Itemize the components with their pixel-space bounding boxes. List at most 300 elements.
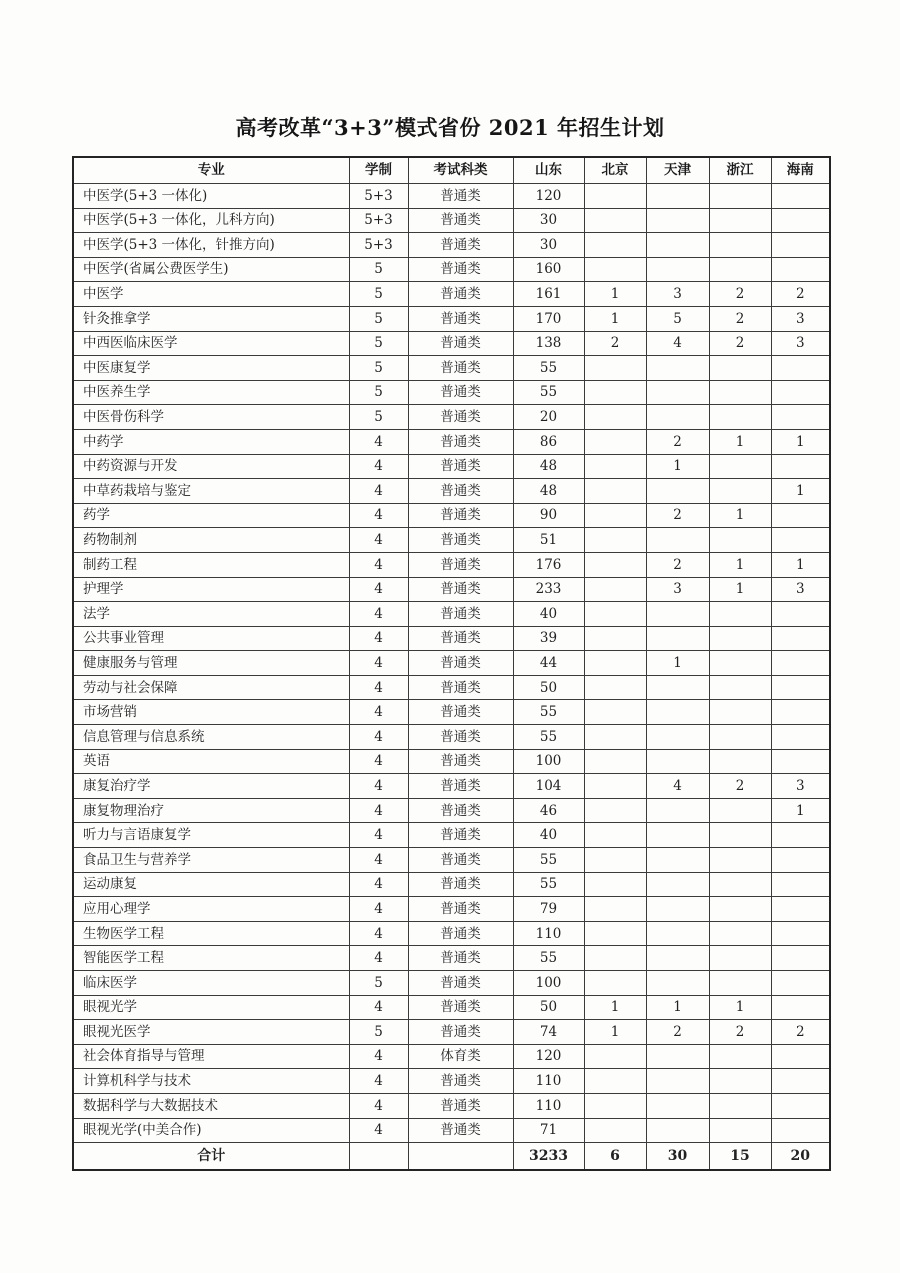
- shandong-quota-cell: 90: [513, 503, 584, 528]
- column-header-zhejiang: 浙江: [709, 157, 771, 184]
- table-row: [73, 257, 830, 282]
- duration-cell: 5: [349, 356, 408, 381]
- hainan-quota-cell: [771, 725, 830, 750]
- duration-cell: 4: [349, 700, 408, 725]
- exam-category-cell: 普通类: [408, 429, 513, 454]
- total-zhejiang: 15: [709, 1143, 771, 1171]
- total-row: [73, 1143, 830, 1171]
- tianjin-quota-cell: [646, 921, 709, 946]
- beijing-quota-cell: [584, 774, 646, 799]
- exam-category-cell: 普通类: [408, 626, 513, 651]
- exam-category-cell: 普通类: [408, 503, 513, 528]
- zhejiang-quota-cell: 1: [709, 995, 771, 1020]
- duration-cell: 4: [349, 872, 408, 897]
- hainan-quota-cell: [771, 651, 830, 676]
- major-cell: 听力与言语康复学: [73, 823, 349, 848]
- exam-category-cell: 普通类: [408, 257, 513, 282]
- major-cell: 智能医学工程: [73, 946, 349, 971]
- major-cell: 眼视光学(中美合作): [73, 1118, 349, 1143]
- table-row: [73, 331, 830, 356]
- hainan-quota-cell: [771, 971, 830, 996]
- duration-cell: 4: [349, 602, 408, 627]
- shandong-quota-cell: 100: [513, 971, 584, 996]
- table-row: [73, 1118, 830, 1143]
- table-row: [73, 1044, 830, 1069]
- shandong-quota-cell: 48: [513, 454, 584, 479]
- shandong-quota-cell: 55: [513, 380, 584, 405]
- major-cell: 中草药栽培与鉴定: [73, 479, 349, 504]
- zhejiang-quota-cell: [709, 454, 771, 479]
- beijing-quota-cell: [584, 700, 646, 725]
- duration-cell: 5: [349, 971, 408, 996]
- hainan-quota-cell: 3: [771, 774, 830, 799]
- tianjin-quota-cell: 2: [646, 552, 709, 577]
- duration-cell: 4: [349, 995, 408, 1020]
- major-cell: 运动康复: [73, 872, 349, 897]
- duration-cell: 4: [349, 725, 408, 750]
- shandong-quota-cell: 51: [513, 528, 584, 553]
- total-label: 合计: [73, 1143, 349, 1171]
- shandong-quota-cell: 86: [513, 429, 584, 454]
- shandong-quota-cell: 100: [513, 749, 584, 774]
- shandong-quota-cell: 40: [513, 823, 584, 848]
- table-row: [73, 479, 830, 504]
- tianjin-quota-cell: [646, 626, 709, 651]
- tianjin-quota-cell: [646, 380, 709, 405]
- tianjin-quota-cell: 4: [646, 331, 709, 356]
- beijing-quota-cell: [584, 798, 646, 823]
- major-cell: 眼视光学: [73, 995, 349, 1020]
- tianjin-quota-cell: [646, 749, 709, 774]
- table-row: [73, 602, 830, 627]
- shandong-quota-cell: 55: [513, 356, 584, 381]
- duration-cell: 4: [349, 798, 408, 823]
- shandong-quota-cell: 110: [513, 1093, 584, 1118]
- exam-category-cell: 普通类: [408, 380, 513, 405]
- table-row: [73, 798, 830, 823]
- exam-category-cell: 普通类: [408, 798, 513, 823]
- hainan-quota-cell: [771, 380, 830, 405]
- beijing-quota-cell: [584, 454, 646, 479]
- total-duration-empty: [349, 1143, 408, 1171]
- table-row: [73, 405, 830, 430]
- table-row: [73, 675, 830, 700]
- beijing-quota-cell: [584, 577, 646, 602]
- major-cell: 针灸推拿学: [73, 306, 349, 331]
- hainan-quota-cell: [771, 503, 830, 528]
- duration-cell: 4: [349, 1044, 408, 1069]
- hainan-quota-cell: [771, 675, 830, 700]
- exam-category-cell: 普通类: [408, 1069, 513, 1094]
- shandong-quota-cell: 160: [513, 257, 584, 282]
- table-row: [73, 306, 830, 331]
- beijing-quota-cell: [584, 749, 646, 774]
- hainan-quota-cell: [771, 356, 830, 381]
- hainan-quota-cell: 2: [771, 1020, 830, 1045]
- column-header-beijing: 北京: [584, 157, 646, 184]
- duration-cell: 4: [349, 454, 408, 479]
- column-header-shandong: 山东: [513, 157, 584, 184]
- tianjin-quota-cell: 5: [646, 306, 709, 331]
- tianjin-quota-cell: [646, 848, 709, 873]
- beijing-quota-cell: [584, 971, 646, 996]
- zhejiang-quota-cell: 1: [709, 429, 771, 454]
- exam-category-cell: 普通类: [408, 897, 513, 922]
- table-row: [73, 749, 830, 774]
- shandong-quota-cell: 20: [513, 405, 584, 430]
- hainan-quota-cell: [771, 528, 830, 553]
- enrollment-plan-table: [72, 156, 831, 1171]
- major-cell: 中药学: [73, 429, 349, 454]
- major-cell: 中医养生学: [73, 380, 349, 405]
- zhejiang-quota-cell: 2: [709, 331, 771, 356]
- duration-cell: 5: [349, 405, 408, 430]
- major-cell: 中医学(5+3 一体化，儿科方向): [73, 208, 349, 233]
- duration-cell: 5: [349, 282, 408, 307]
- zhejiang-quota-cell: 2: [709, 282, 771, 307]
- exam-category-cell: 普通类: [408, 749, 513, 774]
- zhejiang-quota-cell: [709, 479, 771, 504]
- beijing-quota-cell: 1: [584, 1020, 646, 1045]
- table-row: [73, 528, 830, 553]
- beijing-quota-cell: [584, 552, 646, 577]
- beijing-quota-cell: [584, 921, 646, 946]
- zhejiang-quota-cell: [709, 798, 771, 823]
- tianjin-quota-cell: [646, 725, 709, 750]
- hainan-quota-cell: [771, 946, 830, 971]
- hainan-quota-cell: [771, 823, 830, 848]
- zhejiang-quota-cell: [709, 946, 771, 971]
- zhejiang-quota-cell: 2: [709, 1020, 771, 1045]
- tianjin-quota-cell: 3: [646, 282, 709, 307]
- hainan-quota-cell: [771, 1118, 830, 1143]
- exam-category-cell: 普通类: [408, 552, 513, 577]
- major-cell: 生物医学工程: [73, 921, 349, 946]
- zhejiang-quota-cell: [709, 626, 771, 651]
- hainan-quota-cell: [771, 602, 830, 627]
- exam-category-cell: 普通类: [408, 921, 513, 946]
- table-row: [73, 1069, 830, 1094]
- tianjin-quota-cell: 1: [646, 454, 709, 479]
- major-cell: 英语: [73, 749, 349, 774]
- shandong-quota-cell: 55: [513, 848, 584, 873]
- major-cell: 中药资源与开发: [73, 454, 349, 479]
- duration-cell: 4: [349, 897, 408, 922]
- hainan-quota-cell: 1: [771, 429, 830, 454]
- zhejiang-quota-cell: [709, 749, 771, 774]
- exam-category-cell: 普通类: [408, 823, 513, 848]
- tianjin-quota-cell: [646, 257, 709, 282]
- tianjin-quota-cell: [646, 971, 709, 996]
- zhejiang-quota-cell: [709, 405, 771, 430]
- beijing-quota-cell: [584, 184, 646, 209]
- hainan-quota-cell: [771, 700, 830, 725]
- hainan-quota-cell: [771, 405, 830, 430]
- duration-cell: 4: [349, 626, 408, 651]
- tianjin-quota-cell: [646, 872, 709, 897]
- beijing-quota-cell: [584, 503, 646, 528]
- duration-cell: 4: [349, 774, 408, 799]
- zhejiang-quota-cell: [709, 921, 771, 946]
- zhejiang-quota-cell: [709, 872, 771, 897]
- tianjin-quota-cell: [646, 700, 709, 725]
- duration-cell: 4: [349, 503, 408, 528]
- table-row: [73, 872, 830, 897]
- hainan-quota-cell: 1: [771, 552, 830, 577]
- beijing-quota-cell: [584, 872, 646, 897]
- tianjin-quota-cell: [646, 897, 709, 922]
- tianjin-quota-cell: [646, 1044, 709, 1069]
- table-row: [73, 921, 830, 946]
- tianjin-quota-cell: [646, 405, 709, 430]
- tianjin-quota-cell: [646, 1118, 709, 1143]
- table-row: [73, 700, 830, 725]
- hainan-quota-cell: [771, 1044, 830, 1069]
- duration-cell: 5: [349, 331, 408, 356]
- shandong-quota-cell: 46: [513, 798, 584, 823]
- table-row: [73, 1020, 830, 1045]
- table-row: [73, 971, 830, 996]
- tianjin-quota-cell: [646, 1069, 709, 1094]
- table-row: [73, 577, 830, 602]
- zhejiang-quota-cell: [709, 1044, 771, 1069]
- zhejiang-quota-cell: [709, 725, 771, 750]
- header-row: [73, 157, 830, 184]
- page-title: 高考改革“3+3”模式省份 2021 年招生计划: [235, 115, 665, 140]
- major-cell: 中医学(5+3 一体化): [73, 184, 349, 209]
- hainan-quota-cell: [771, 1093, 830, 1118]
- shandong-quota-cell: 161: [513, 282, 584, 307]
- duration-cell: 5+3: [349, 208, 408, 233]
- table-row: [73, 184, 830, 209]
- beijing-quota-cell: [584, 675, 646, 700]
- shandong-quota-cell: 74: [513, 1020, 584, 1045]
- beijing-quota-cell: [584, 651, 646, 676]
- shandong-quota-cell: 55: [513, 872, 584, 897]
- table-row: [73, 356, 830, 381]
- major-cell: 中医学: [73, 282, 349, 307]
- beijing-quota-cell: [584, 725, 646, 750]
- exam-category-cell: 普通类: [408, 1118, 513, 1143]
- table-row: [73, 946, 830, 971]
- major-cell: 制药工程: [73, 552, 349, 577]
- exam-category-cell: 普通类: [408, 405, 513, 430]
- tianjin-quota-cell: [646, 184, 709, 209]
- exam-category-cell: 普通类: [408, 1020, 513, 1045]
- hainan-quota-cell: [771, 749, 830, 774]
- beijing-quota-cell: [584, 257, 646, 282]
- major-cell: 中医学(5+3 一体化，针推方向): [73, 233, 349, 258]
- exam-category-cell: 普通类: [408, 208, 513, 233]
- hainan-quota-cell: 1: [771, 479, 830, 504]
- shandong-quota-cell: 48: [513, 479, 584, 504]
- duration-cell: 5: [349, 1020, 408, 1045]
- hainan-quota-cell: 2: [771, 282, 830, 307]
- zhejiang-quota-cell: [709, 356, 771, 381]
- shandong-quota-cell: 55: [513, 700, 584, 725]
- beijing-quota-cell: [584, 208, 646, 233]
- duration-cell: 4: [349, 429, 408, 454]
- major-cell: 药物制剂: [73, 528, 349, 553]
- duration-cell: 5+3: [349, 233, 408, 258]
- major-cell: 药学: [73, 503, 349, 528]
- shandong-quota-cell: 110: [513, 921, 584, 946]
- zhejiang-quota-cell: 2: [709, 774, 771, 799]
- zhejiang-quota-cell: [709, 651, 771, 676]
- duration-cell: 4: [349, 479, 408, 504]
- tianjin-quota-cell: 2: [646, 503, 709, 528]
- shandong-quota-cell: 55: [513, 946, 584, 971]
- hainan-quota-cell: [771, 848, 830, 873]
- beijing-quota-cell: [584, 233, 646, 258]
- zhejiang-quota-cell: 1: [709, 503, 771, 528]
- table-row: [73, 725, 830, 750]
- total-tianjin: 30: [646, 1143, 709, 1171]
- tianjin-quota-cell: [646, 356, 709, 381]
- shandong-quota-cell: 44: [513, 651, 584, 676]
- column-header-duration: 学制: [349, 157, 408, 184]
- table-row: [73, 282, 830, 307]
- major-cell: 护理学: [73, 577, 349, 602]
- zhejiang-quota-cell: [709, 848, 771, 873]
- exam-category-cell: 普通类: [408, 282, 513, 307]
- exam-category-cell: 普通类: [408, 651, 513, 676]
- table-row: [73, 995, 830, 1020]
- column-header-major: 专业: [73, 157, 349, 184]
- major-cell: 健康服务与管理: [73, 651, 349, 676]
- major-cell: 公共事业管理: [73, 626, 349, 651]
- shandong-quota-cell: 176: [513, 552, 584, 577]
- duration-cell: 4: [349, 1093, 408, 1118]
- total-shandong: 3233: [513, 1143, 584, 1171]
- duration-cell: 4: [349, 823, 408, 848]
- shandong-quota-cell: 50: [513, 995, 584, 1020]
- table-row: [73, 626, 830, 651]
- tianjin-quota-cell: [646, 528, 709, 553]
- beijing-quota-cell: 1: [584, 995, 646, 1020]
- beijing-quota-cell: [584, 1118, 646, 1143]
- major-cell: 法学: [73, 602, 349, 627]
- tianjin-quota-cell: [646, 479, 709, 504]
- table-row: [73, 1093, 830, 1118]
- exam-category-cell: 普通类: [408, 774, 513, 799]
- table-row: [73, 454, 830, 479]
- exam-category-cell: 普通类: [408, 479, 513, 504]
- duration-cell: 4: [349, 848, 408, 873]
- beijing-quota-cell: [584, 380, 646, 405]
- duration-cell: 4: [349, 921, 408, 946]
- major-cell: 食品卫生与营养学: [73, 848, 349, 873]
- column-header-exam-category: 考试科类: [408, 157, 513, 184]
- major-cell: 数据科学与大数据技术: [73, 1093, 349, 1118]
- duration-cell: 4: [349, 577, 408, 602]
- shandong-quota-cell: 79: [513, 897, 584, 922]
- duration-cell: 4: [349, 651, 408, 676]
- exam-category-cell: 普通类: [408, 184, 513, 209]
- tianjin-quota-cell: [646, 208, 709, 233]
- zhejiang-quota-cell: 1: [709, 577, 771, 602]
- exam-category-cell: 普通类: [408, 700, 513, 725]
- column-header-tianjin: 天津: [646, 157, 709, 184]
- zhejiang-quota-cell: [709, 380, 771, 405]
- zhejiang-quota-cell: [709, 971, 771, 996]
- column-header-hainan: 海南: [771, 157, 830, 184]
- tianjin-quota-cell: [646, 675, 709, 700]
- shandong-quota-cell: 39: [513, 626, 584, 651]
- beijing-quota-cell: [584, 479, 646, 504]
- table-row: [73, 651, 830, 676]
- shandong-quota-cell: 170: [513, 306, 584, 331]
- tianjin-quota-cell: [646, 602, 709, 627]
- major-cell: 计算机科学与技术: [73, 1069, 349, 1094]
- beijing-quota-cell: [584, 1093, 646, 1118]
- major-cell: 社会体育指导与管理: [73, 1044, 349, 1069]
- zhejiang-quota-cell: [709, 897, 771, 922]
- beijing-quota-cell: [584, 946, 646, 971]
- beijing-quota-cell: [584, 405, 646, 430]
- exam-category-cell: 普通类: [408, 233, 513, 258]
- hainan-quota-cell: [771, 208, 830, 233]
- exam-category-cell: 普通类: [408, 528, 513, 553]
- major-cell: 康复治疗学: [73, 774, 349, 799]
- exam-category-cell: 普通类: [408, 454, 513, 479]
- shandong-quota-cell: 30: [513, 233, 584, 258]
- beijing-quota-cell: 2: [584, 331, 646, 356]
- shandong-quota-cell: 120: [513, 184, 584, 209]
- major-cell: 临床医学: [73, 971, 349, 996]
- shandong-quota-cell: 104: [513, 774, 584, 799]
- major-cell: 信息管理与信息系统: [73, 725, 349, 750]
- hainan-quota-cell: 1: [771, 798, 830, 823]
- hainan-quota-cell: [771, 897, 830, 922]
- exam-category-cell: 普通类: [408, 872, 513, 897]
- major-cell: 眼视光医学: [73, 1020, 349, 1045]
- major-cell: 劳动与社会保障: [73, 675, 349, 700]
- shandong-quota-cell: 30: [513, 208, 584, 233]
- duration-cell: 4: [349, 946, 408, 971]
- duration-cell: 5: [349, 306, 408, 331]
- zhejiang-quota-cell: [709, 257, 771, 282]
- tianjin-quota-cell: 1: [646, 995, 709, 1020]
- duration-cell: 4: [349, 1069, 408, 1094]
- total-beijing: 6: [584, 1143, 646, 1171]
- table-row: [73, 429, 830, 454]
- hainan-quota-cell: [771, 454, 830, 479]
- shandong-quota-cell: 120: [513, 1044, 584, 1069]
- exam-category-cell: 普通类: [408, 602, 513, 627]
- hainan-quota-cell: [771, 626, 830, 651]
- shandong-quota-cell: 50: [513, 675, 584, 700]
- total-hainan: 20: [771, 1143, 830, 1171]
- beijing-quota-cell: [584, 602, 646, 627]
- beijing-quota-cell: [584, 897, 646, 922]
- duration-cell: 4: [349, 749, 408, 774]
- hainan-quota-cell: 3: [771, 577, 830, 602]
- beijing-quota-cell: 1: [584, 306, 646, 331]
- hainan-quota-cell: [771, 921, 830, 946]
- tianjin-quota-cell: 1: [646, 651, 709, 676]
- shandong-quota-cell: 40: [513, 602, 584, 627]
- exam-category-cell: 普通类: [408, 356, 513, 381]
- table-row: [73, 774, 830, 799]
- beijing-quota-cell: [584, 528, 646, 553]
- beijing-quota-cell: [584, 823, 646, 848]
- zhejiang-quota-cell: 2: [709, 306, 771, 331]
- hainan-quota-cell: 3: [771, 331, 830, 356]
- shandong-quota-cell: 110: [513, 1069, 584, 1094]
- shandong-quota-cell: 233: [513, 577, 584, 602]
- duration-cell: 5+3: [349, 184, 408, 209]
